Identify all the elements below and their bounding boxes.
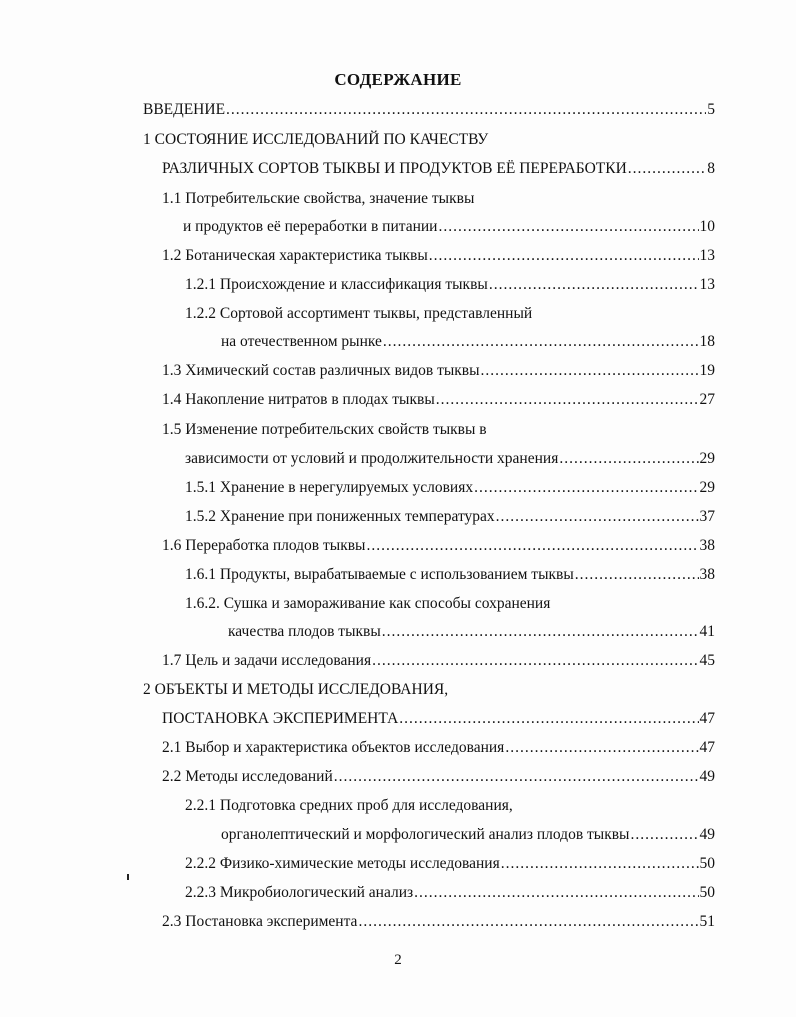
toc-entry-text: 1.2.1 Происхождение и классификация тыквы	[185, 276, 488, 293]
toc-entry-text: 1.7 Цель и задачи исследования	[162, 652, 372, 669]
toc-page-number: 45	[699, 652, 715, 669]
toc-entry-text: 2.2.3 Микробиологический анализ	[185, 884, 414, 901]
toc-leader-dots	[628, 157, 706, 181]
toc-entry-text: 1.1 Потребительские свойства, значение тыквы	[162, 190, 475, 207]
toc-leader-dots	[383, 330, 699, 354]
toc-entry-text: 1.5.1 Хранение в нерегулируемых условиях	[185, 479, 474, 496]
toc-entry-chapter-2	[143, 678, 715, 702]
toc-leader-dots	[366, 534, 698, 558]
toc-entry-1-1	[162, 187, 715, 211]
toc-entry-2-2-3	[185, 881, 715, 905]
toc-page-number: 5	[707, 101, 715, 118]
toc-page-number: 29	[699, 450, 715, 467]
toc-entry-chapter-2-cont	[162, 707, 715, 731]
toc-entry-1-2-2	[185, 302, 715, 326]
toc-leader-dots	[481, 359, 699, 383]
toc-page-number: 19	[699, 362, 715, 379]
toc-leader-dots	[436, 388, 699, 412]
toc-page-number: 13	[699, 276, 715, 293]
toc-entry-1-1-cont	[183, 215, 715, 239]
toc-entry-1-5-1	[185, 476, 715, 500]
toc-entry-text: 2.1 Выбор и характеристика объектов исследования	[162, 739, 505, 756]
toc-entry-text: 1.2.2 Сортовой ассортимент тыквы, представленный	[185, 305, 533, 322]
toc-page-number: 38	[699, 537, 715, 554]
toc-page-number: 29	[699, 479, 715, 496]
page-number: 2	[394, 952, 402, 968]
toc-entry-1-3	[162, 359, 715, 383]
toc-leader-dots	[372, 649, 698, 673]
toc-leader-dots	[489, 273, 699, 297]
toc-leader-dots	[334, 765, 699, 789]
toc-entry-1-6	[162, 534, 715, 558]
toc-entry-text: 1 СОСТОЯНИЕ ИССЛЕДОВАНИЙ ПО КАЧЕСТВУ	[143, 131, 489, 148]
toc-entry-text: 2.2.1 Подготовка средних проб для исследования,	[185, 797, 513, 814]
toc-leader-dots	[438, 215, 698, 239]
toc-leader-dots	[496, 505, 699, 529]
toc-page-number: 10	[699, 218, 715, 235]
toc-entry-text: органолептический и морфологический анализ плодов тыквы	[221, 826, 630, 843]
toc-page-number: 37	[699, 508, 715, 525]
toc-page-number: 38	[699, 566, 715, 583]
toc-entry-1-6-2	[185, 592, 715, 616]
toc-leader-dots	[358, 910, 698, 934]
toc-entry-1-6-2-cont	[228, 620, 715, 644]
toc-leader-dots	[414, 881, 698, 905]
toc-entry-text: 1.5 Изменение потребительских свойств тыквы в	[162, 421, 487, 438]
toc-entry-text: 1.2 Ботаническая характеристика тыквы	[162, 247, 428, 264]
toc-entry-text: 1.3 Химический состав различных видов тыквы	[162, 362, 480, 379]
toc-entry-2-2	[162, 765, 715, 789]
toc-page-number: 50	[699, 884, 715, 901]
toc-entry-text: 2.3 Постановка эксперимента	[162, 913, 358, 930]
toc-leader-dots	[474, 476, 698, 500]
toc-entry-1-2	[162, 244, 715, 268]
toc-leader-dots	[559, 447, 698, 471]
toc-page-number: 27	[699, 391, 715, 408]
toc-page-number: 47	[699, 710, 715, 727]
toc-entry-1-4	[162, 388, 715, 412]
toc-leader-dots	[429, 244, 699, 268]
toc-entry-1-2-1	[185, 273, 715, 297]
toc-page-number: 49	[699, 768, 715, 785]
toc-entry-text: зависимости от условий и продолжительности хранения	[185, 450, 559, 467]
toc-page-number: 41	[699, 623, 715, 640]
toc-entry-text: 1.4 Накопление нитратов в плодах тыквы	[162, 391, 435, 408]
toc-entry-text: 1.6.2. Сушка и замораживание как способы сохранения	[185, 595, 551, 612]
toc-entry-chapter-1	[143, 128, 715, 152]
toc-page-number: 50	[699, 855, 715, 872]
toc-entry-1-2-2-cont	[221, 330, 715, 354]
toc-entry-text: 1.6 Переработка плодов тыквы	[162, 537, 366, 554]
toc-page-number: 13	[699, 247, 715, 264]
toc-page-number: 18	[699, 333, 715, 350]
toc-leader-dots	[399, 707, 698, 731]
toc-page-number: 51	[699, 913, 715, 930]
toc-entry-introduction	[143, 98, 715, 122]
toc-entry-text: 2.2 Методы исследований	[162, 768, 333, 785]
toc-entry-text: 2.2.2 Физико-химические методы исследования	[185, 855, 500, 872]
scan-speck	[127, 874, 129, 880]
toc-page-number: 8	[707, 160, 715, 177]
toc-leader-dots	[382, 620, 699, 644]
toc-title: СОДЕРЖАНИЕ	[334, 70, 462, 89]
toc-entry-1-5	[162, 418, 715, 442]
toc-entry-1-5-2	[185, 505, 715, 529]
toc-leader-dots	[226, 98, 706, 122]
toc-leader-dots	[630, 823, 698, 847]
toc-page-number: 49	[699, 826, 715, 843]
toc-entry-2-2-2	[185, 852, 715, 876]
toc-entry-text: РАЗЛИЧНЫХ СОРТОВ ТЫКВЫ И ПРОДУКТОВ ЕЁ ПЕРЕРАБОТКИ	[162, 160, 627, 177]
toc-entry-1-5-cont	[185, 447, 715, 471]
toc-entry-text: 1.5.2 Хранение при пониженных температурах	[185, 508, 495, 525]
toc-entry-1-6-1	[185, 563, 715, 587]
toc-entry-2-1	[162, 736, 715, 760]
toc-entry-1-7	[162, 649, 715, 673]
toc-page-number: 47	[699, 739, 715, 756]
toc-entry-text: ПОСТАНОВКА ЭКСПЕРИМЕНТА	[162, 710, 399, 727]
toc-entry-2-2-1	[185, 794, 715, 818]
toc-leader-dots	[505, 736, 698, 760]
toc-entry-chapter-1-cont	[162, 157, 715, 181]
toc-entry-text: качества плодов тыквы	[228, 623, 381, 640]
toc-entry-text: ВВЕДЕНИЕ	[143, 101, 226, 118]
toc-entry-text: и продуктов её переработки в питании	[183, 218, 438, 235]
toc-entry-text: 2 ОБЪЕКТЫ И МЕТОДЫ ИССЛЕДОВАНИЯ,	[143, 681, 449, 698]
toc-leader-dots	[575, 563, 699, 587]
toc-entry-text: на отечественном рынке	[221, 333, 382, 350]
toc-entry-2-2-1-cont	[221, 823, 715, 847]
toc-entry-text: 1.6.1 Продукты, вырабатываемые с использованием тыквы	[185, 566, 574, 583]
toc-entry-2-3	[162, 910, 715, 934]
toc-leader-dots	[501, 852, 699, 876]
